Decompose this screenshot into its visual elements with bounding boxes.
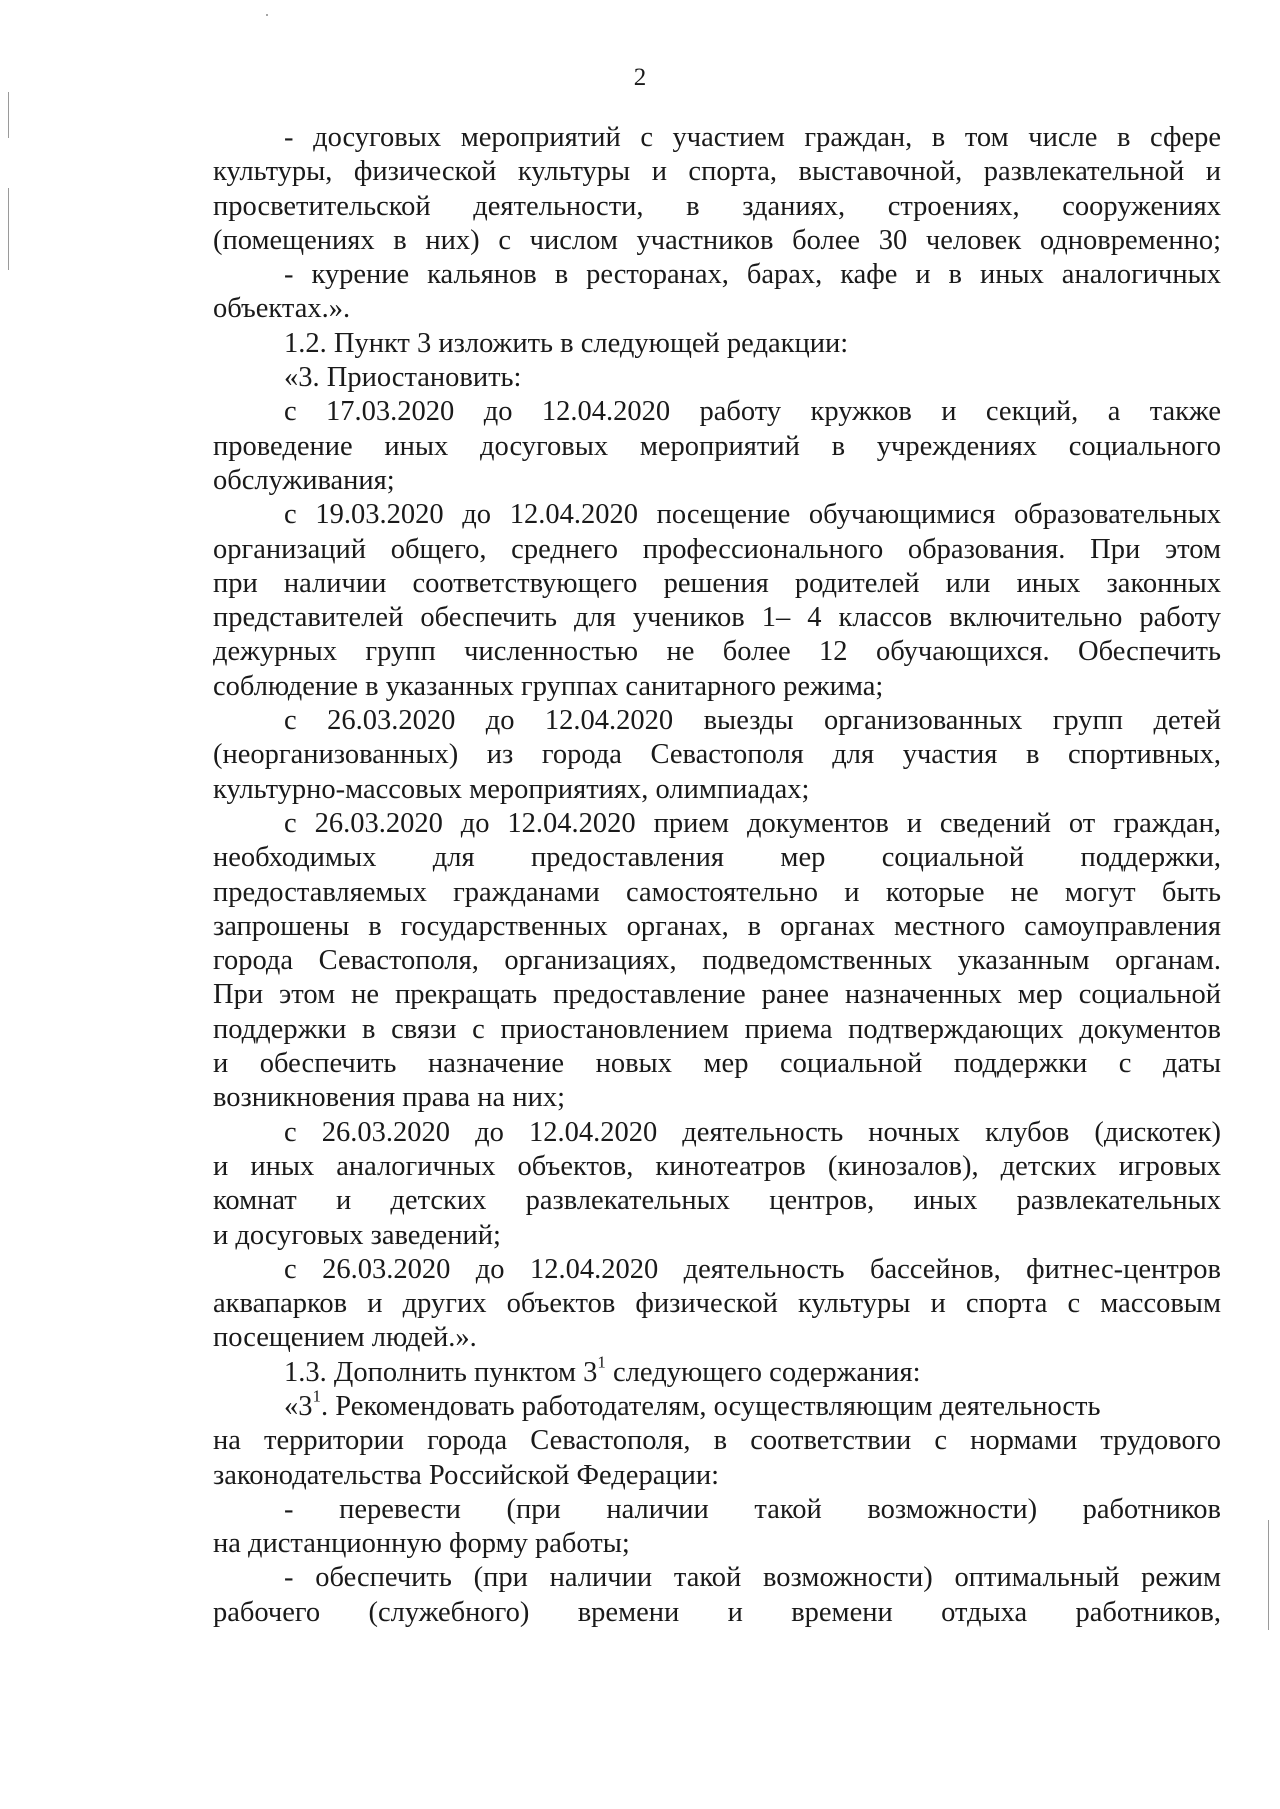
text-line: обслуживания; (213, 464, 395, 496)
text-line: с 19.03.2020 до 12.04.2020 посещение обучающимися образовательных (284, 499, 1221, 531)
clause-lead: 1.3. Дополнить пунктом 3 (284, 1356, 598, 1388)
text-line: культурно-массовых мероприятиях, олимпиадах; (213, 773, 810, 805)
text-line: при наличии соответствующего решения родителей или иных законных (213, 567, 1221, 599)
text-line: города Севастополя, организациях, подведомственных указанным органам. (213, 945, 1221, 977)
clause-number: «3 (284, 1390, 313, 1422)
text-line: рабочего (служебного) времени и времени отдыха работников, (213, 1596, 1221, 1628)
text-line (213, 1390, 1221, 1424)
text-line: культуры, физической культуры и спорта, выставочной, развлекательной и (213, 156, 1221, 188)
text-line: законодательства Российской Федерации: (213, 1459, 720, 1491)
text-line: «3. Приостановить: (284, 362, 522, 394)
text-line: поддержки в связи с приостановлением приема подтверждающих документов (213, 1013, 1221, 1045)
text-line: соблюдение в указанных группах санитарного режима; (213, 670, 884, 702)
superscript: 1 (312, 1389, 321, 1406)
text-line: посещением людей.». (213, 1322, 477, 1354)
text-line: с 17.03.2020 до 12.04.2020 работу кружков и секций, а также (284, 396, 1221, 428)
text-line: и досуговых заведений; (213, 1219, 501, 1251)
text-line: на территории города Севастополя, в соответствии с нормами трудового (213, 1425, 1221, 1457)
text-line: (помещениях в них) с числом участников более 30 человек одновременно; (213, 224, 1221, 256)
text-line: с 26.03.2020 до 12.04.2020 выезды организованных групп детей (284, 705, 1221, 737)
text-line: объектах.». (213, 293, 351, 325)
text-line: - курение кальянов в ресторанах, барах, кафе и в иных аналогичных (284, 259, 1221, 291)
text-line: с 26.03.2020 до 12.04.2020 деятельность бассейнов, фитнес-центров (284, 1253, 1221, 1285)
text-line: и обеспечить назначение новых мер социальной поддержки с даты (213, 1048, 1221, 1080)
clause-text: . Рекомендовать работодателям, осуществляющим деятельность (321, 1390, 1101, 1422)
text-line: комнат и детских развлекательных центров, иных развлекательных (213, 1185, 1221, 1217)
text-line: возникновения права на них; (213, 1082, 566, 1114)
text-line: просветительской деятельности, в зданиях, строениях, сооружениях (213, 190, 1221, 222)
document-body (213, 121, 1221, 1630)
scan-margin-mark (1268, 1520, 1269, 1630)
text-line: дежурных групп численностью не более 12 обучающихся. Обеспечить (213, 636, 1221, 668)
text-line (213, 1356, 1221, 1390)
text-line: аквапарков и других объектов физической культуры и спорта с массовым (213, 1288, 1221, 1320)
text-line: представителей обеспечить для учеников 1– 4 классов включительно работу (213, 602, 1221, 634)
text-line: проведение иных досуговых мероприятий в учреждениях социального (213, 430, 1221, 462)
clause-tail: следующего содержания: (613, 1356, 921, 1388)
text-line: При этом не прекращать предоставление ранее назначенных мер социальной (213, 979, 1221, 1011)
scan-margin-mark (8, 188, 9, 270)
text-line: организаций общего, среднего профессионального образования. При этом (213, 533, 1221, 565)
text-line: с 26.03.2020 до 12.04.2020 прием документов и сведений от граждан, (284, 807, 1221, 839)
page-number: 2 (633, 64, 647, 91)
text-line: на дистанционную форму работы; (213, 1528, 630, 1560)
text-line: - обеспечить (при наличии такой возможности) оптимальный режим (284, 1562, 1221, 1594)
text-line: предоставляемых гражданами самостоятельно и которые не могут быть (213, 876, 1221, 908)
text-line: и иных аналогичных объектов, кинотеатров (кинозалов), детских игровых (213, 1150, 1221, 1182)
text-line: (неорганизованных) из города Севастополя для участия в спортивных, (213, 739, 1221, 771)
text-line: - досуговых мероприятий с участием граждан, в том числе в сфере (284, 122, 1221, 153)
text-line: - перевести (при наличии такой возможности) работников (284, 1493, 1221, 1525)
text-line: запрошены в государственных органах, в органах местного самоуправления (213, 910, 1221, 942)
superscript: 1 (597, 1355, 606, 1372)
text-line: с 26.03.2020 до 12.04.2020 деятельность ночных клубов (дискотек) (284, 1116, 1221, 1148)
text-line: необходимых для предоставления мер социальной поддержки, (213, 842, 1221, 874)
scan-speck (266, 14, 268, 16)
scan-margin-mark (8, 92, 9, 138)
text-line: 1.2. Пункт 3 изложить в следующей редакции: (284, 327, 849, 359)
